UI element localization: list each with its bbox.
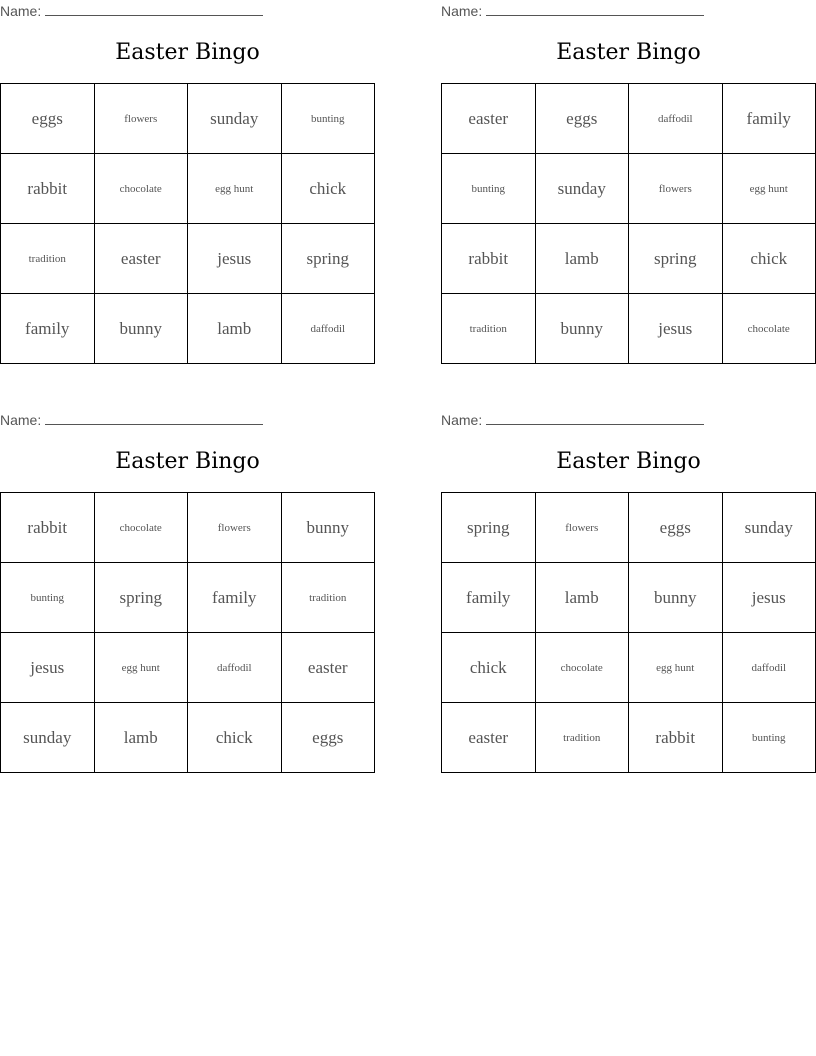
bingo-cell[interactable]: flowers: [629, 154, 723, 224]
grid-row: [442, 294, 816, 364]
bingo-cell[interactable]: rabbit: [442, 224, 536, 294]
bingo-cell[interactable]: bunting: [1, 563, 95, 633]
bingo-grid: [441, 83, 816, 364]
bingo-cell[interactable]: jesus: [722, 563, 816, 633]
bingo-cell[interactable]: flowers: [535, 493, 629, 563]
grid-row: [1, 703, 375, 773]
name-blank-line: [486, 2, 704, 16]
grid-row: [1, 493, 375, 563]
card-title: Easter Bingo: [556, 449, 701, 474]
grid-row: [442, 84, 816, 154]
bingo-grid: [0, 83, 375, 364]
bingo-cell[interactable]: chick: [281, 154, 375, 224]
bingo-cell[interactable]: tradition: [535, 703, 629, 773]
bingo-cell[interactable]: flowers: [188, 493, 282, 563]
bingo-cell[interactable]: egg hunt: [722, 154, 816, 224]
bingo-cell[interactable]: eggs: [1, 84, 95, 154]
name-label: Name:: [441, 412, 483, 428]
grid-row: [442, 633, 816, 703]
grid-row: [1, 84, 375, 154]
bingo-cell[interactable]: jesus: [1, 633, 95, 703]
bingo-grid: [441, 492, 816, 773]
name-label: Name:: [0, 412, 42, 428]
name-blank-line: [486, 411, 704, 425]
bingo-cell[interactable]: lamb: [188, 294, 282, 364]
bingo-cell[interactable]: chocolate: [94, 154, 188, 224]
bingo-cell[interactable]: bunny: [629, 563, 723, 633]
bingo-cell[interactable]: lamb: [535, 224, 629, 294]
bingo-cell[interactable]: bunny: [94, 294, 188, 364]
name-label: Name:: [441, 3, 483, 19]
bingo-cell[interactable]: family: [722, 84, 816, 154]
bingo-cell[interactable]: easter: [281, 633, 375, 703]
grid-row: [442, 493, 816, 563]
bingo-cell[interactable]: bunny: [281, 493, 375, 563]
bingo-cell[interactable]: eggs: [629, 493, 723, 563]
bingo-cell[interactable]: family: [188, 563, 282, 633]
bingo-cell[interactable]: lamb: [94, 703, 188, 773]
grid-row: [1, 633, 375, 703]
bingo-cell[interactable]: chocolate: [722, 294, 816, 364]
bingo-cell[interactable]: eggs: [535, 84, 629, 154]
bingo-cell[interactable]: rabbit: [629, 703, 723, 773]
bingo-cell[interactable]: spring: [94, 563, 188, 633]
bingo-cell[interactable]: lamb: [535, 563, 629, 633]
bingo-cell[interactable]: chocolate: [535, 633, 629, 703]
bingo-cell[interactable]: bunting: [442, 154, 536, 224]
bingo-cell[interactable]: sunday: [722, 493, 816, 563]
name-label: Name:: [0, 3, 42, 19]
grid-row: [442, 703, 816, 773]
bingo-cell[interactable]: jesus: [188, 224, 282, 294]
bingo-cell[interactable]: easter: [442, 703, 536, 773]
bingo-cell[interactable]: tradition: [442, 294, 536, 364]
grid-row: [1, 294, 375, 364]
name-field[interactable]: [0, 411, 263, 428]
bingo-cell[interactable]: daffodil: [281, 294, 375, 364]
bingo-cell[interactable]: rabbit: [1, 154, 95, 224]
bingo-cell[interactable]: sunday: [535, 154, 629, 224]
bingo-cell[interactable]: flowers: [94, 84, 188, 154]
name-field[interactable]: [441, 411, 704, 428]
name-blank-line: [45, 2, 263, 16]
bingo-cell[interactable]: egg hunt: [188, 154, 282, 224]
card-title: Easter Bingo: [115, 449, 260, 474]
bingo-cell[interactable]: spring: [281, 224, 375, 294]
bingo-cell[interactable]: chick: [442, 633, 536, 703]
name-field[interactable]: [0, 2, 263, 19]
card-title: Easter Bingo: [556, 40, 701, 65]
card-title: Easter Bingo: [115, 40, 260, 65]
name-blank-line: [45, 411, 263, 425]
bingo-cell[interactable]: sunday: [1, 703, 95, 773]
bingo-cell[interactable]: easter: [94, 224, 188, 294]
bingo-cell[interactable]: eggs: [281, 703, 375, 773]
bingo-cell[interactable]: chick: [722, 224, 816, 294]
bingo-cell[interactable]: tradition: [1, 224, 95, 294]
bingo-cell[interactable]: family: [1, 294, 95, 364]
bingo-cell[interactable]: bunting: [722, 703, 816, 773]
bingo-cell[interactable]: chocolate: [94, 493, 188, 563]
bingo-cell[interactable]: egg hunt: [629, 633, 723, 703]
grid-row: [1, 563, 375, 633]
grid-row: [442, 154, 816, 224]
grid-row: [442, 224, 816, 294]
bingo-cell[interactable]: sunday: [188, 84, 282, 154]
bingo-grid: [0, 492, 375, 773]
bingo-cell[interactable]: daffodil: [629, 84, 723, 154]
bingo-cell[interactable]: chick: [188, 703, 282, 773]
bingo-cell[interactable]: easter: [442, 84, 536, 154]
bingo-cell[interactable]: bunny: [535, 294, 629, 364]
grid-row: [1, 154, 375, 224]
bingo-cell[interactable]: spring: [629, 224, 723, 294]
bingo-cell[interactable]: jesus: [629, 294, 723, 364]
grid-row: [1, 224, 375, 294]
bingo-cell[interactable]: rabbit: [1, 493, 95, 563]
bingo-cell[interactable]: tradition: [281, 563, 375, 633]
bingo-cell[interactable]: family: [442, 563, 536, 633]
bingo-cell[interactable]: bunting: [281, 84, 375, 154]
bingo-cell[interactable]: daffodil: [722, 633, 816, 703]
bingo-cell[interactable]: daffodil: [188, 633, 282, 703]
grid-row: [442, 563, 816, 633]
bingo-cell[interactable]: spring: [442, 493, 536, 563]
name-field[interactable]: [441, 2, 704, 19]
bingo-cell[interactable]: egg hunt: [94, 633, 188, 703]
